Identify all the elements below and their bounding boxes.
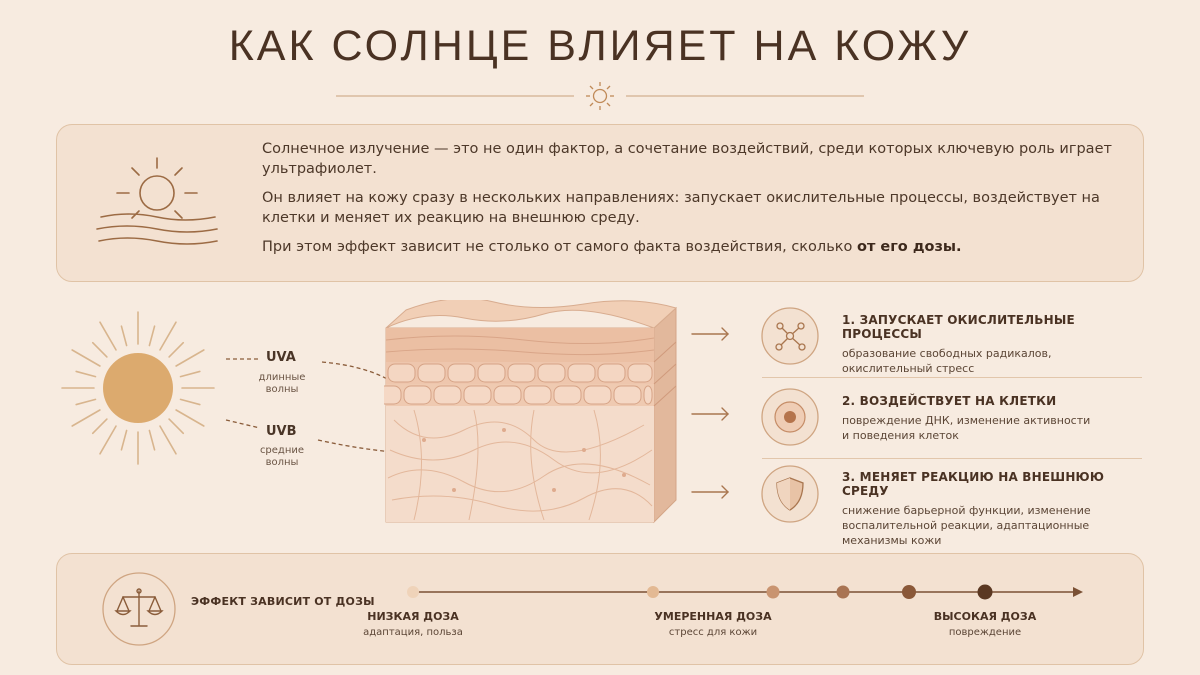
sun-ray bbox=[176, 410, 204, 426]
dose-dot-4 bbox=[837, 586, 850, 599]
skin-cross-section bbox=[384, 300, 684, 530]
skin-cell bbox=[644, 386, 652, 404]
effect-1-line-1: образование свободных радикалов, bbox=[842, 347, 1052, 360]
sun-ray bbox=[76, 399, 95, 404]
title-divider bbox=[336, 76, 864, 112]
sun-ray bbox=[176, 350, 204, 366]
skin-cell bbox=[598, 364, 625, 382]
effect-divider-1 bbox=[762, 377, 1142, 378]
uva-desc-line-1: длинные bbox=[258, 372, 306, 383]
skin-cell bbox=[538, 364, 565, 382]
effect-divider-2 bbox=[762, 458, 1142, 459]
effect-1-line-2: окислительный стресс bbox=[842, 362, 975, 375]
scales-icon bbox=[101, 571, 177, 647]
sun-ray bbox=[149, 326, 154, 345]
uva-label: UVA bbox=[266, 350, 296, 365]
skin-cell bbox=[448, 364, 475, 382]
sun-ray bbox=[72, 350, 100, 366]
effect-arrows bbox=[690, 322, 734, 504]
sun-over-water-icon bbox=[93, 151, 223, 247]
skin-cell bbox=[404, 386, 431, 404]
dose-dot-5 bbox=[902, 585, 916, 599]
effect-3-line-2: воспалительной реакции, адаптационные bbox=[842, 519, 1090, 532]
sun-ray bbox=[160, 322, 176, 350]
sun-ray bbox=[181, 399, 200, 404]
uvb-description bbox=[252, 445, 312, 469]
uva-desc-line-2: волны bbox=[265, 384, 299, 395]
shield-icon bbox=[760, 464, 820, 524]
dose-scale bbox=[397, 582, 1089, 606]
uvb-desc-line-1: средние bbox=[259, 445, 305, 456]
sun-ray bbox=[76, 371, 95, 376]
dose-dot-2 bbox=[647, 586, 659, 598]
intro-p3-start: При этом эффект зависит не столько от самого факта воздействия, сколько bbox=[262, 239, 853, 255]
dose-high-label: ВЫСОКАЯ ДОЗА bbox=[933, 610, 1037, 623]
dose-title: ЭФФЕКТ ЗАВИСИТ ОТ ДОЗЫ bbox=[191, 595, 375, 608]
skin-cell bbox=[524, 386, 551, 404]
sun-ray bbox=[169, 419, 183, 433]
effect-3-title: 3. МЕНЯЕТ РЕАКЦИЮ НА ВНЕШНЮЮ СРЕДУ bbox=[842, 470, 1105, 498]
effect-3 bbox=[842, 470, 1142, 548]
skin-cell bbox=[434, 386, 461, 404]
sun-ray bbox=[100, 322, 116, 350]
small-sun-icon bbox=[586, 82, 614, 110]
skin-cell bbox=[584, 386, 611, 404]
sun-ray bbox=[181, 371, 200, 376]
dose-low-sub: адаптация, польза bbox=[363, 627, 463, 638]
skin-cell bbox=[568, 364, 595, 382]
effect-2 bbox=[842, 394, 1142, 443]
sun-ray bbox=[93, 343, 107, 357]
dose-dot-low bbox=[407, 586, 419, 598]
skin-cell bbox=[508, 364, 535, 382]
dose-low-label: НИЗКАЯ ДОЗА bbox=[367, 610, 459, 623]
big-sun-icon bbox=[58, 308, 218, 470]
intro-p3-emphasis: от его дозы. bbox=[856, 239, 962, 255]
skin-cell bbox=[494, 386, 521, 404]
sun-ray bbox=[121, 326, 126, 345]
cell-icon bbox=[760, 387, 820, 447]
effect-1-title: 1. ЗАПУСКАЕТ ОКИСЛИТЕЛЬНЫЕ ПРОЦЕССЫ bbox=[842, 313, 1075, 341]
effect-2-title: 2. ВОЗДЕЙСТВУЕТ НА КЛЕТКИ bbox=[842, 394, 1057, 408]
skin-cell bbox=[614, 386, 641, 404]
molecule-icon bbox=[760, 306, 820, 366]
uvb-desc-line-2: волны bbox=[265, 457, 299, 468]
sun-ray bbox=[160, 426, 176, 454]
skin-cell bbox=[478, 364, 505, 382]
sun-ray bbox=[149, 431, 154, 450]
dose-dot-high bbox=[978, 585, 993, 600]
skin-cell bbox=[554, 386, 581, 404]
effect-1 bbox=[842, 313, 1142, 376]
dose-mid-label: УМЕРЕННАЯ ДОЗА bbox=[654, 610, 772, 623]
intro-paragraph-3 bbox=[262, 237, 1122, 257]
sun-ray bbox=[100, 426, 116, 454]
effect-3-line-1: снижение барьерной функции, изменение bbox=[842, 504, 1091, 517]
uvb-label: UVB bbox=[266, 424, 297, 439]
intro-paragraph-2: Он влияет на кожу сразу в нескольких направлениях: запускает окислительные процессы, воздействует на клетки и меняет их реакцию на внешнюю среду. bbox=[262, 190, 1100, 226]
dose-dot-3 bbox=[767, 586, 780, 599]
effect-3-line-3: механизмы кожи bbox=[842, 534, 942, 547]
skin-cell bbox=[388, 364, 415, 382]
sun-ray bbox=[72, 410, 100, 426]
dose-high-sub: повреждение bbox=[948, 627, 1022, 638]
sun-ray bbox=[93, 419, 107, 433]
sun-ray bbox=[169, 343, 183, 357]
uva-description bbox=[252, 372, 312, 396]
dose-panel bbox=[56, 553, 1144, 665]
dose-mid-sub: стресс для кожи bbox=[668, 627, 758, 638]
skin-cell bbox=[384, 386, 401, 404]
effect-2-line-1: повреждение ДНК, изменение активности bbox=[842, 414, 1091, 427]
sun-ray bbox=[121, 431, 126, 450]
intro-paragraph-1: Солнечное излучение — это не один фактор, а сочетание воздействий, среди которых ключевую роль играет ультрафиолет. bbox=[262, 141, 1112, 177]
effect-2-line-2: и поведения клеток bbox=[842, 429, 959, 442]
skin-cell bbox=[464, 386, 491, 404]
page-title: КАК СОЛНЦЕ ВЛИЯЕТ НА КОЖУ bbox=[228, 22, 972, 70]
skin-cell bbox=[628, 364, 652, 382]
intro-panel bbox=[56, 124, 1144, 282]
skin-cell bbox=[418, 364, 445, 382]
